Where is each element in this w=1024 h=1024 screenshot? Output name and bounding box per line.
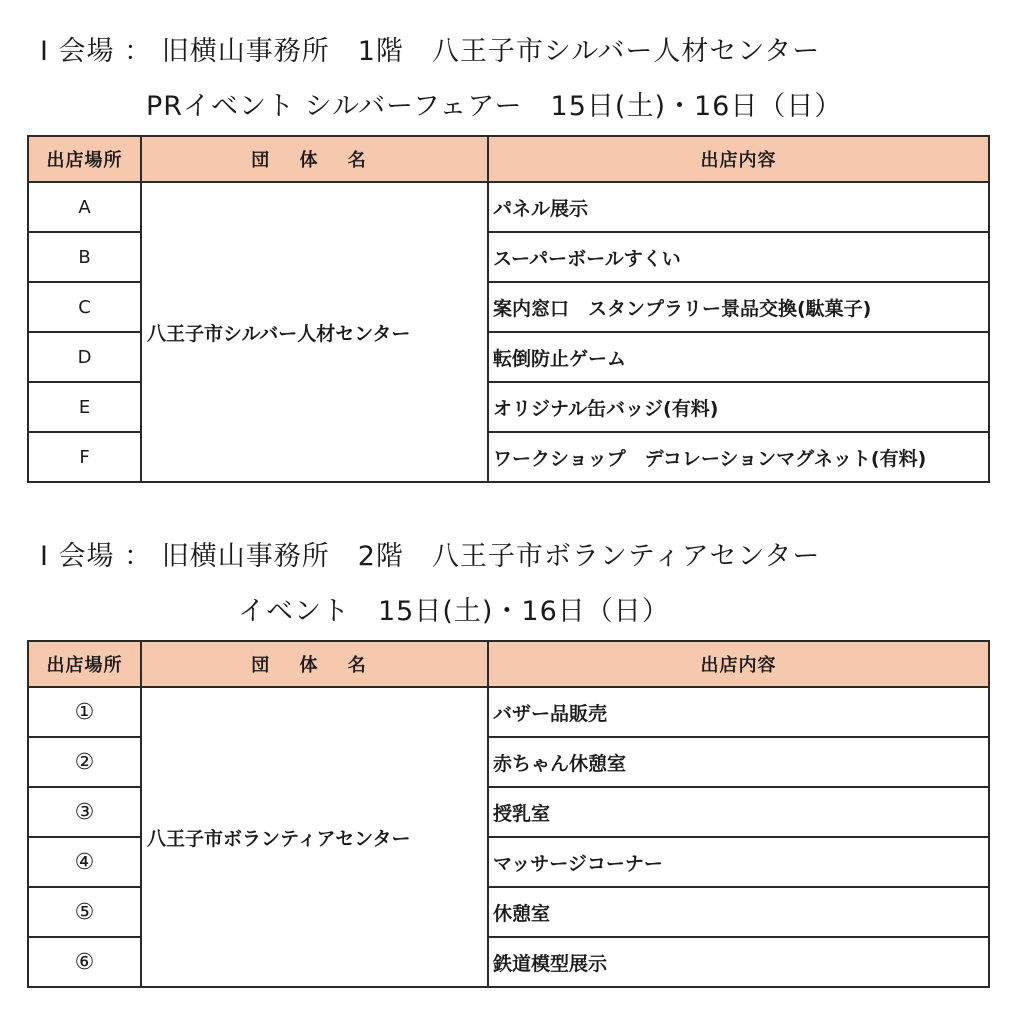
table-row — [28, 182, 989, 232]
organization-cell: 八王子市シルバー人材センター — [141, 182, 488, 482]
content-cell: オリジナル缶バッジ(有料) — [488, 382, 989, 432]
silver-center-table — [27, 135, 990, 483]
header-content: 出店内容 — [488, 641, 989, 687]
table-header-row — [28, 136, 989, 182]
header-location: 出店場所 — [28, 136, 141, 182]
volunteer-center-table — [27, 640, 990, 988]
location-cell: ③ — [28, 787, 141, 837]
content-cell: 赤ちゃん休憩室 — [488, 737, 989, 787]
content-cell: マッサージコーナー — [488, 837, 989, 887]
content-cell: バザー品販売 — [488, 687, 989, 737]
location-cell: B — [28, 232, 141, 282]
table-header-row — [28, 641, 989, 687]
location-cell: ② — [28, 737, 141, 787]
header-content: 出店内容 — [488, 136, 989, 182]
location-cell: C — [28, 282, 141, 332]
content-cell: スーパーボールすくい — [488, 232, 989, 282]
header-organization: 団 体 名 — [141, 641, 488, 687]
content-cell: 授乳室 — [488, 787, 989, 837]
content-cell: ワークショップ デコレーションマグネット(有料) — [488, 432, 989, 482]
content-cell: 転倒防止ゲーム — [488, 332, 989, 382]
section2-heading-venue: Ⅰ 会場 ： 旧横山事務所 2階 八王子市ボランティアセンター — [40, 541, 821, 572]
section1-heading-venue: Ⅰ 会場 ： 旧横山事務所 1階 八王子市シルバー人材センター — [40, 36, 821, 67]
table-row — [28, 687, 989, 737]
location-cell: D — [28, 332, 141, 382]
location-cell: A — [28, 182, 141, 232]
content-cell: 案内窓口 スタンプラリー景品交換(駄菓子) — [488, 282, 989, 332]
section1-heading-event: PRイベント シルバーフェアー 15日(土)・16日（日） — [146, 91, 843, 122]
location-cell: ⑥ — [28, 937, 141, 987]
location-cell: F — [28, 432, 141, 482]
section2-heading-event: イベント 15日(土)・16日（日） — [238, 596, 670, 627]
location-cell: ④ — [28, 837, 141, 887]
location-cell: ① — [28, 687, 141, 737]
header-organization: 団 体 名 — [141, 136, 488, 182]
header-location: 出店場所 — [28, 641, 141, 687]
content-cell: 休憩室 — [488, 887, 989, 937]
organization-cell: 八王子市ボランティアセンター — [141, 687, 488, 987]
content-cell: パネル展示 — [488, 182, 989, 232]
content-cell: 鉄道模型展示 — [488, 937, 989, 987]
location-cell: ⑤ — [28, 887, 141, 937]
location-cell: E — [28, 382, 141, 432]
